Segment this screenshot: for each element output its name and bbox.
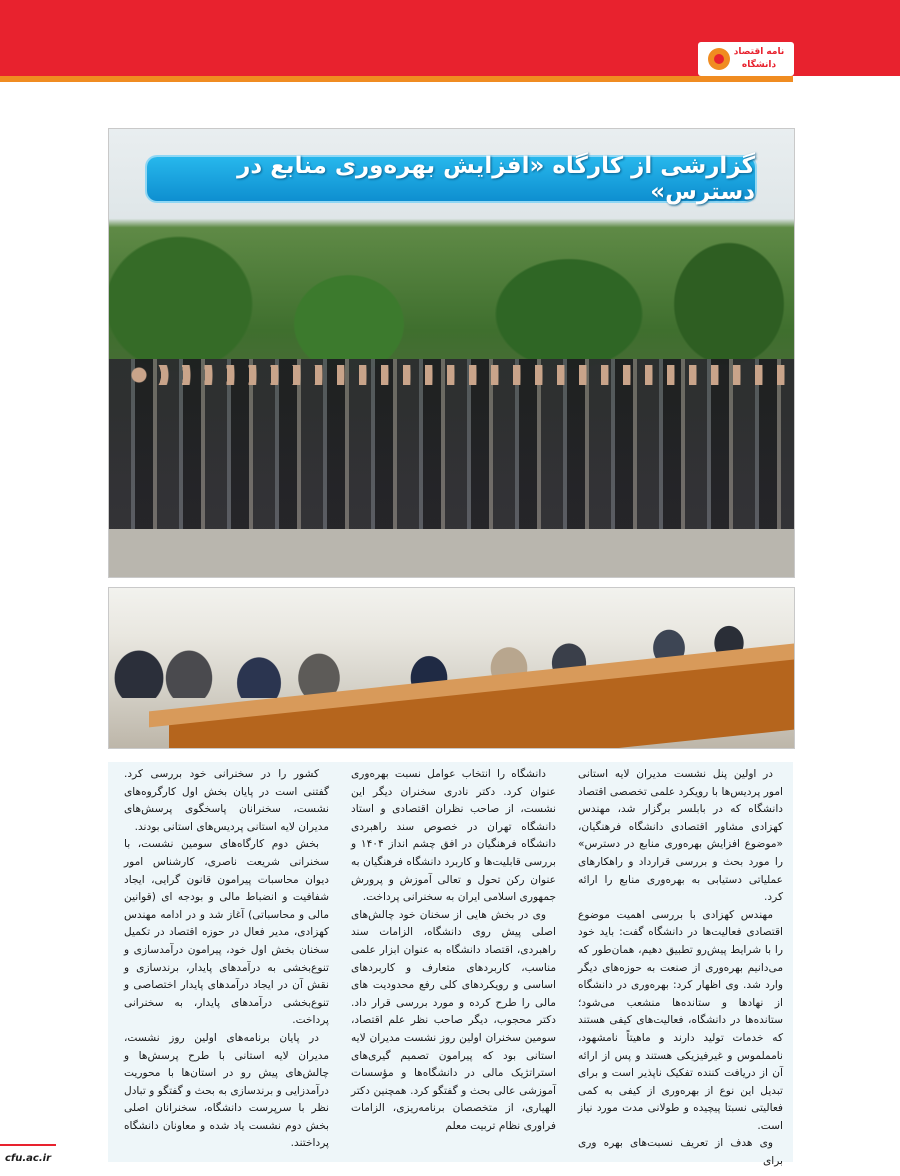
paragraph: بخش دوم کارگاه‌های سومین نشست، با سخنرانی شریعت ناصری، کارشناس امور دیوان محاسبات پیرامون قانون گرایی، ایجاد شفافیت و انضباط مالی و بودجه ای (قوانین مالی و محاسباتی) آغاز شد و در ادامه مهندس کهزادی، مدیر فعال در حوزه اقتصاد در تکمیل سخنان بخش اول خود، پیرامون درآمدسازی و تنوع‌بخشی به درآمدهای پایدار، برندسازی و نقش آن در ایجاد درآمدهای پایدار اختصاصی و تنوع‌بخشی درآمدهای پایدار، به سخنرانی پرداخت.	[124, 838, 329, 1027]
logo-emblem-icon	[708, 48, 730, 70]
article-column-2	[351, 766, 556, 1162]
paragraph: در پایان برنامه‌های اولین روز نشست، مدیران لایه استانی با طرح پرسش‌ها و چالش‌های پیش رو در استان‌ها با محوریت درآمدزایی و برندسازی به بحث و گفتگو و تبادل نظر با سرپرست دانشگاه، سخنرانان اصلی بخش دوم نشست یاد شده و معاونان دانشگاه پرداختند.	[124, 1031, 329, 1150]
paragraph: مهندس کهزادی با بررسی اهمیت موضوع اقتصادی فعالیت‌ها در دانشگاه گفت: باید خود را با شرایط پیش‌رو تطبیق دهیم، همان‌طور که می‌دانیم بهره‌وری از صنعت به حوزه‌های دیگر وارد شد. وی اظهار کرد: بهره‌وری در دانشگاه از نهادها و ستانده‌ها منشعب می‌شود؛ ستانده‌ها در دانشگاه، فعالیت‌های کیفی هستند که خدمات تولید دارند و ماهیتاً نامشهود، نامملموس و غیرفیزیکی هستند و پس از ارائه آن از دریافت کننده تفکیک ناپذیر است و برای تبدیل این نوع از بهره‌وری از کیفی به کمی فعالیتی نسبتا پیچیده و طولانی مدت مورد نیاز است.	[578, 908, 783, 1132]
photo-ground	[109, 529, 794, 577]
paragraph: دانشگاه را انتخاب عوامل نسبت بهره‌وری عنوان کرد. دکتر نادری سخنران دیگر این نشست، از صاحب نظران اقتصادی و استاد دانشگاه تهران در خصوص سند راهبردی دانشگاه فرهنگیان در افق چشم انداز ۱۴۰۴ و بررسی قابلیت‌ها و کاربرد دانشگاه فرهنگیان به عنوان رکن تحول و تعالی آموزش و پرورش جمهوری اسلامی ایران به سخنرانی پرداخت.	[351, 768, 556, 904]
paragraph: وی هدف از تعریف نسبت‌های بهره وری برای	[578, 1137, 783, 1168]
header-accent-line	[0, 76, 793, 82]
article-column-1	[578, 766, 783, 1168]
group-photo	[108, 128, 795, 578]
site-watermark: cfu.ac.ir	[0, 1144, 56, 1176]
logo-text	[734, 46, 784, 72]
photo-heads	[129, 365, 789, 385]
meeting-photo	[108, 587, 795, 749]
logo-line-1: نامه اقتصاد	[733, 47, 785, 57]
paragraph: در اولین پنل نشست مدیران لایه استانی امور پردیس‌ها با رویکرد علمی تخصصی اقتصاد دانشگاه که در بابلسر برگزار شد، مهندس کهزادی مشاور اقتصادی دانشگاه فرهنگیان، «موضوع افزایش بهره‌وری منابع در دسترس» را مورد بحث و بررسی قرارداد و راهکارهای عملیاتی دستیابی به بهره‌وری منابع را ارائه کرد.	[578, 768, 783, 904]
photo-crowd	[109, 359, 794, 549]
magazine-logo	[698, 42, 794, 76]
report-title: گزارشی از کارگاه «افزایش بهره‌وری منابع در دسترس»	[237, 153, 755, 205]
article-body	[108, 762, 793, 1168]
article-column-3	[124, 766, 329, 1162]
paragraph: کشور را در سخنرانی خود بررسی کرد. گفتنی است در پایان بخش اول کارگروه‌های نشست، سخنرانان پاسخگوی پرسش‌های مدیران لایه استانی پردیس‌های استانی بودند.	[124, 768, 329, 833]
report-title-banner	[147, 153, 755, 205]
paragraph: وی در بخش هایی از سخنان خود چالش‌های اصلی پیش روی دانشگاه، الزامات سند راهبردی، اقتصاد دانشگاه به عنوان ابزار علمی مناسب، کاربردهای متعارف و کاربردهای اساسی و رویکردهای کلی رفع محدودیت های مالی را طرح کرده و مورد بررسی قرار داد. دکتر محجوب، دیگر صاحب نظر علم اقتصاد، سومین سخنران اولین روز نشست مدیران لایه استانی بود که پیرامون تصمیم گیری‌های استراتژیک مالی در دانشگاه‌ها و مؤسسات آموزشی عالی بحث و گفتگو کرد. همچنین دکتر الهیاری، از متخصصان برنامه‌ریزی، الزامات فراوری نظام تربیت معلم	[351, 908, 556, 1132]
logo-line-2: دانشگاه	[741, 60, 777, 70]
